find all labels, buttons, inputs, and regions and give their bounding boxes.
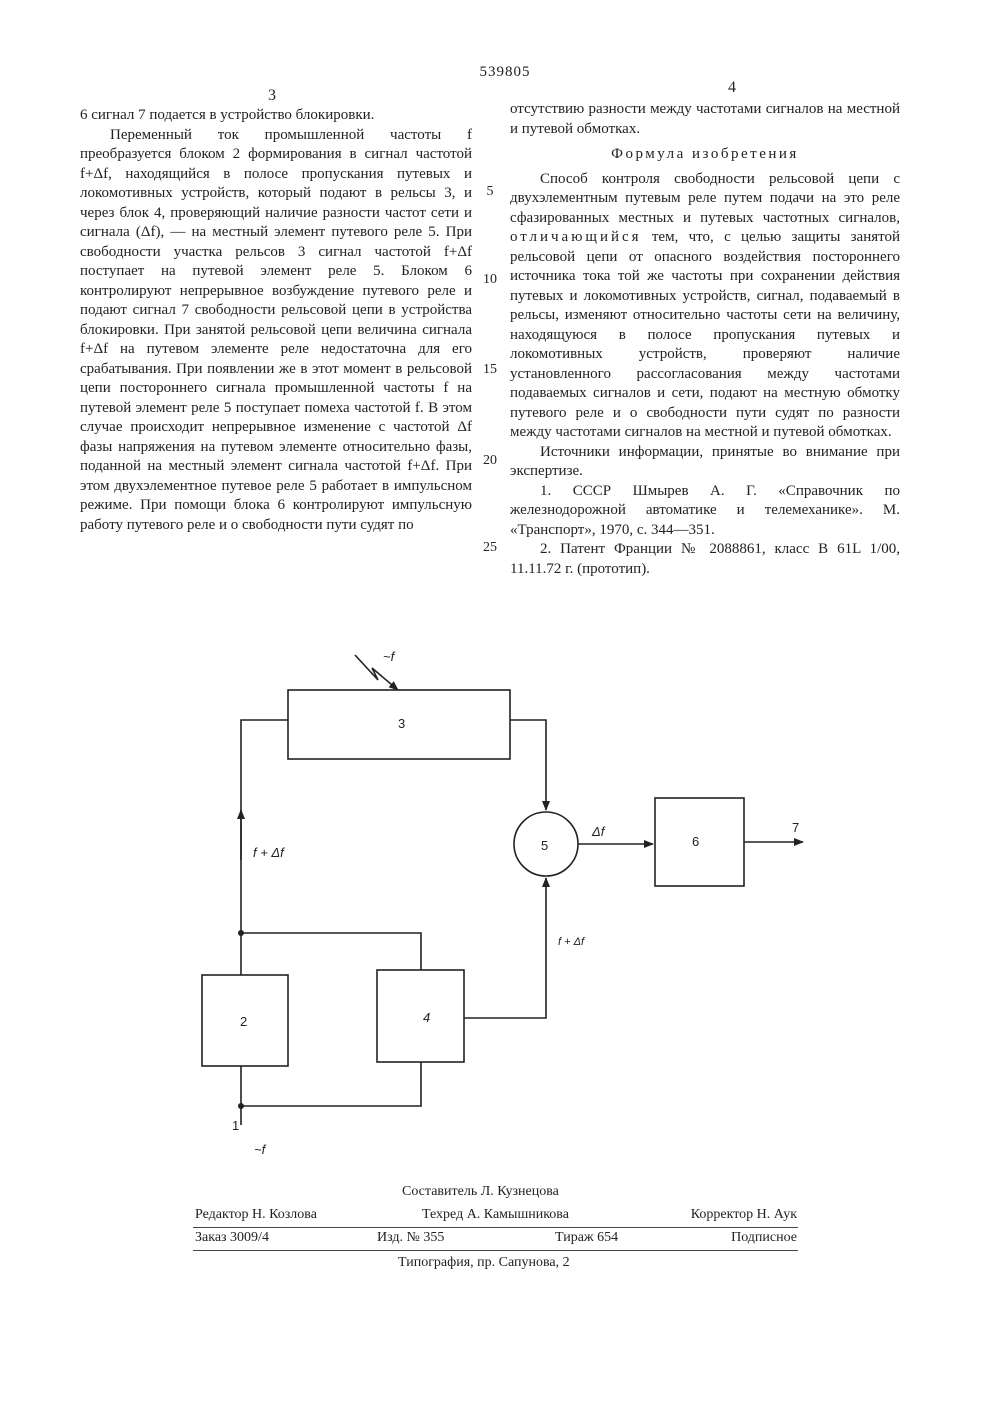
wire-block4-to-relay — [464, 878, 546, 1018]
reference-1: 1. СССР Шмырев А. Г. «Справочник по железнодорожной автоматике и телемеханике». М. «Транспорт», 1970, с. 344—351. — [510, 482, 900, 538]
imprint-row-editors — [195, 1207, 797, 1225]
label-delta-f: Δf — [592, 824, 605, 839]
label-top-frequency: ~f — [383, 649, 395, 664]
imprint-rule — [193, 1227, 798, 1228]
imprint-rule — [193, 1250, 798, 1251]
left-paragraph-1: 6 сигнал 7 подается в устройство блокировки. — [80, 107, 375, 123]
wire-block3-to-relay — [510, 720, 546, 810]
claim-part-1: Способ контроля свободности рельсовой цепи с двухэлементным путевым реле путем подачи на это реле сфазированных местных и путевых частотных сигналов, — [510, 170, 900, 226]
circulation: Тираж 654 — [555, 1230, 619, 1245]
editor: Редактор Н. Козлова — [195, 1207, 317, 1222]
label-f-plus-df-left: f + Δf — [253, 845, 284, 860]
page-number-left: 3 — [268, 87, 276, 104]
wire-supply-to-block4 — [241, 1062, 421, 1106]
wire-junction-to-block4 — [241, 933, 421, 970]
printer: Типография, пр. Сапунова, 2 — [398, 1255, 570, 1270]
patent-number: 539805 — [479, 64, 531, 80]
left-paragraph-2: Переменный ток промышленной частоты f преобразуется блоком 2 формирования в сигнал частотой f+Δf, находящийся в полосе пропускания путевых и локомотивных устройств, который подают в рельсы 3, и через блок 4, проверяющий наличие разности частот сети и сигнала (Δf), — на местный элемент путевого реле 5. При свободности участка рельсов 3 сигнал частотой f+Δf поступает на путевой элемент реле 5. Блоком 6 контролируют непрерывное возбуждение путевого реле и подают сигнал 7 свободности рельсовой цепи в устройства блокировки. При занятой рельсовой цепи величина сигнала f+Δf на путевом элементе реле недостаточна для его срабатывания. При появлении же в этот момент в рельсовой цепи постороннего сигнала промышленной частоты f на путевой элемент реле 5 поступает помеха частотой f. В этом случае происходит непрерывное изменение с частотой Δf фазы напряжения на путевом элементе относительно фазы, поданной на местный элемент сигнала частотой f+Δf. При этом двухэлементное путевое реле 5 работает в импульсном режиме. При помощи блока 6 контролируют импульсную работу путевого реле и о свободности пути судят по — [80, 126, 472, 533]
label-input-frequency: ~f — [254, 1142, 266, 1157]
line-number: 20 — [483, 453, 497, 468]
line-number: 15 — [483, 362, 497, 377]
corrector: Корректор Н. Аук — [690, 1207, 797, 1222]
right-continuation: отсутствию разности между частотами сигналов на местной и путевой обмотках. — [510, 101, 900, 137]
label-block-6: 6 — [692, 834, 700, 849]
label-f-plus-df-right: f + Δf — [558, 936, 585, 948]
claim-spaced-word: отличающийся — [510, 229, 642, 245]
label-block-1: 1 — [232, 1118, 240, 1133]
block-6-controller — [655, 798, 744, 886]
claims-heading: Формула изобретения — [611, 146, 799, 162]
block-4-checker — [377, 970, 464, 1062]
subscription: Подписное — [731, 1230, 797, 1245]
label-block-5: 5 — [541, 838, 549, 853]
label-block-3: 3 — [398, 716, 406, 731]
label-block-2: 2 — [240, 1014, 248, 1029]
techred: Техред А. Камышникова — [422, 1207, 569, 1222]
label-block-4: 4 — [423, 1010, 431, 1025]
label-output-7: 7 — [792, 820, 800, 835]
reference-2: 2. Патент Франции № 2088861, класс В 61L 1/00, 11.11.72 г. (прототип). — [510, 541, 900, 577]
order: Заказ 3009/4 — [195, 1230, 269, 1245]
line-number: 10 — [483, 272, 497, 287]
compiler: Составитель Л. Кузнецова — [402, 1184, 559, 1199]
imprint-row-order — [195, 1230, 797, 1248]
edition: Изд. № 355 — [377, 1230, 445, 1245]
page-number-right: 4 — [728, 79, 736, 96]
sources-heading: Источники информации, принятые во внимание при экспертизе. — [510, 443, 900, 479]
claim-part-2: тем, что, с целью защиты занятой рельсовой цепи от опасного воздействия постороннего источника тока той же частоты при сохранении действия путевых и локомотивных устройств, сигнал, подаваемый в рельсы, изменяют относительно частоты сети на величину, находящуюся в полосе пропускания путевых и локомотивных устройств, проверяют наличие установленного рассогласования между частотами подаваемых сигналов и сети, подают на местную обмотку путевого реле и о свободности пути судят по разности между частотами сигналов на местной и путевой обмотках. — [510, 229, 901, 440]
junction-dot — [238, 1103, 244, 1109]
line-number: 25 — [483, 540, 497, 555]
line-number: 5 — [486, 184, 494, 199]
junction-dot — [238, 930, 244, 936]
